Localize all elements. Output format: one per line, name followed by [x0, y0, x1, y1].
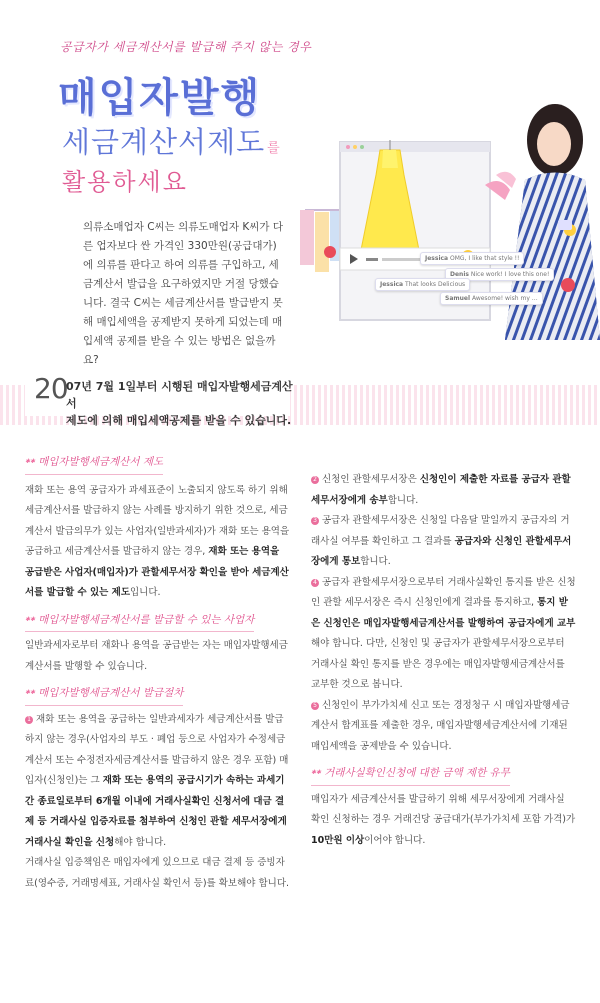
- step-number-icon: 1: [25, 716, 33, 724]
- text-bold: 신청인이 제출한 자료를 공급자 관할세무서장에게 송부: [311, 474, 571, 506]
- bullet-star-icon: ✱✱: [25, 689, 36, 696]
- section-heading: [25, 683, 183, 706]
- section-heading-text: 거래사실확인신청에 대한 금액 제한 유무: [324, 767, 510, 779]
- page-title: 매입자발행: [58, 75, 262, 121]
- chat-message: OMG, I like that style !!: [450, 255, 520, 262]
- section-paragraph: [311, 470, 576, 511]
- highlight-year: 20: [34, 372, 68, 405]
- highlight-line2: 제도에 의해 매입세액공제를 받을 수 있습니다.: [66, 414, 292, 427]
- section-paragraph: 거래사실 입증책임은 매입자에게 있으므로 대금 결제 등 증빙자료(영수증, 거래명세표, 거래사실 확인서 등)를 확보해야 합니다.: [25, 857, 290, 889]
- text-run: 재화 또는 용역 공급자가 과세표준이 노출되지 않도록 하기 위해 세금계산서를 발급하지 않는 사례를 방지하기 위한 것으로, 세금계산서 발급의무가 있는 사업자(일반과세자)가 재화 또는 용역을 공급하고 세금계산서를 발급하지 않는 경우,: [25, 484, 290, 557]
- section-paragraph: [311, 573, 576, 696]
- chat-bubble: [375, 278, 470, 291]
- header-subtitle: 공급자가 세금계산서를 발급해 주지 않는 경우: [60, 40, 312, 54]
- text-run: 매입자가 세금계산서를 발급하기 위해 세무서장에게 거래사실 확인 신청하는 경우 거래건당 공급대가(부가가치세 포함 가격)가: [311, 793, 576, 825]
- chat-name: Jessica: [425, 255, 449, 262]
- chat-name: Jessica: [380, 281, 404, 288]
- section-heading-text: 매입자발행세금계산서 제도: [38, 456, 164, 468]
- title-line2-text: 세금계산서제도: [62, 125, 266, 159]
- chat-bubble: [420, 252, 524, 265]
- bullet-star-icon: ✱✱: [25, 615, 36, 623]
- section-heading: [311, 763, 510, 786]
- section-paragraph: [311, 790, 576, 852]
- chat-name: Denis: [450, 271, 469, 278]
- title-line2: [62, 120, 281, 161]
- right-column: [311, 470, 576, 851]
- chat-message: That looks Delicious: [405, 281, 466, 288]
- title-line3: 활용하세요: [62, 168, 188, 196]
- left-column: [25, 452, 290, 894]
- section-paragraph: [311, 696, 576, 758]
- text-run: 신청인이 부가가치세 신고 또는 경정청구 시 매입자발행세금계산서 합계표를 제출한 경우, 매입자발행세금계산서에 기재된 매입세액을 공제받을 수 있습니다.: [311, 699, 570, 752]
- section-paragraph: [311, 511, 576, 573]
- chat-message: Awesome! wish my …: [471, 295, 538, 302]
- section-heading: [25, 452, 163, 475]
- section-heading-text: 매입자발행세금계산서 발급절차: [38, 687, 184, 699]
- section-heading-text: 매입자발행세금계산서를 발급할 수 있는 사업자: [38, 613, 255, 626]
- text-bold: 10만원 이상: [311, 834, 365, 846]
- step-number-icon: 3: [311, 517, 319, 525]
- section-heading: [25, 610, 254, 633]
- text-bold: 통지 받은 신청인은 매입자발행세금계산서를 발행하여 공급자에게 교부: [311, 597, 576, 629]
- text-bold: 재화 또는 용역의 공급시기가 속하는 과세기간 종료일로부터 6개월 이내에 거래사실확인 신청서에 대금 결제 등 거래사실 입증자료를 첨부하여 신청인 관할 세무서장에게 거래사실 확인을 신청: [25, 775, 287, 848]
- chat-bubble: [440, 292, 543, 305]
- chat-message: Nice work! I love this one!: [470, 271, 550, 278]
- text-run: 해야 합니다. 다만, 신청인 및 공급자가 관할세무서장으로부터 거래사실 확인 통지를 받은 경우에는 매입자발행세금계산서를 교부한 것으로 봅니다.: [311, 638, 565, 690]
- section-paragraph: [25, 481, 290, 604]
- text-run: 이어야 합니다.: [364, 834, 426, 846]
- step-number-icon: 5: [311, 702, 319, 710]
- text-run: 합니다.: [387, 494, 419, 506]
- hero-illustration: [300, 80, 600, 340]
- highlight-line1: 07년 7월 1일부터 시행된 매입자발행세금계산서: [66, 380, 293, 410]
- bullet-star-icon: ✱✱: [25, 458, 36, 465]
- chat-name: Samuel: [445, 295, 471, 302]
- text-run: 해야 합니다.: [114, 836, 167, 848]
- highlight-text: [66, 378, 296, 429]
- text-run: 공급자 관할세무서장은 신청일 다음달 말일까지 공급자의 거래사실 여부를 확인하고 그 결과를: [311, 515, 570, 547]
- step-number-icon: 4: [311, 579, 319, 587]
- text-run: 합니다.: [360, 556, 391, 567]
- intro-paragraph: 의류소매업자 C씨는 의류도매업자 K씨가 다른 업자보다 싼 가격인 330만원(공급대가)에 의류를 판다고 하여 의류를 구입하고, 세금계산서 발급을 요구하였지만 거절 당했습니다. 결국 C씨는 세금계산서를 발급받지 못해 매입세액을 공제받지 못하게 되었는데 매입세액 공제를 받을 수 있는 방법은 없을까요?: [83, 221, 283, 366]
- text-bold: 재화 또는 용역을 공급받은 사업자(매입자)가 관할세무서장 확인을 받아 세금계산서를 발급할 수 있는 제도: [25, 546, 289, 598]
- step-number-icon: 2: [311, 476, 319, 484]
- text-run: 입니다.: [130, 587, 161, 598]
- text-run: 재화 또는 용역을 공급하는 일반과세자가 세금계산서를 발급하지 않는 경우(사업자의 부도 · 폐업 등으로 사업자가 수정세금계산서 또는 수정전자세금계산서를 발급하지 않은 경우 포함) 매입자(신청인)는 그: [25, 713, 289, 786]
- text-run: 공급자 관할세무서장으로부터 거래사실확인 통지를 받은 신청인 관할 세무서장은 즉시 신청인에게 결과를 통지하고,: [311, 576, 576, 608]
- bullet-star-icon: ✱✱: [311, 769, 322, 776]
- text-run: 신청인 관할세무서장은: [322, 474, 417, 485]
- section-paragraph: [25, 710, 290, 854]
- section-paragraph: 일반과세자로부터 재화나 용역을 공급받는 자는 매입자발행세금계산서를 발행할 수 있습니다.: [25, 640, 288, 672]
- title-line2-suffix: 를: [267, 141, 281, 156]
- text-bold: 공급자와 신청인 관할세무서장에게 통보: [311, 535, 572, 567]
